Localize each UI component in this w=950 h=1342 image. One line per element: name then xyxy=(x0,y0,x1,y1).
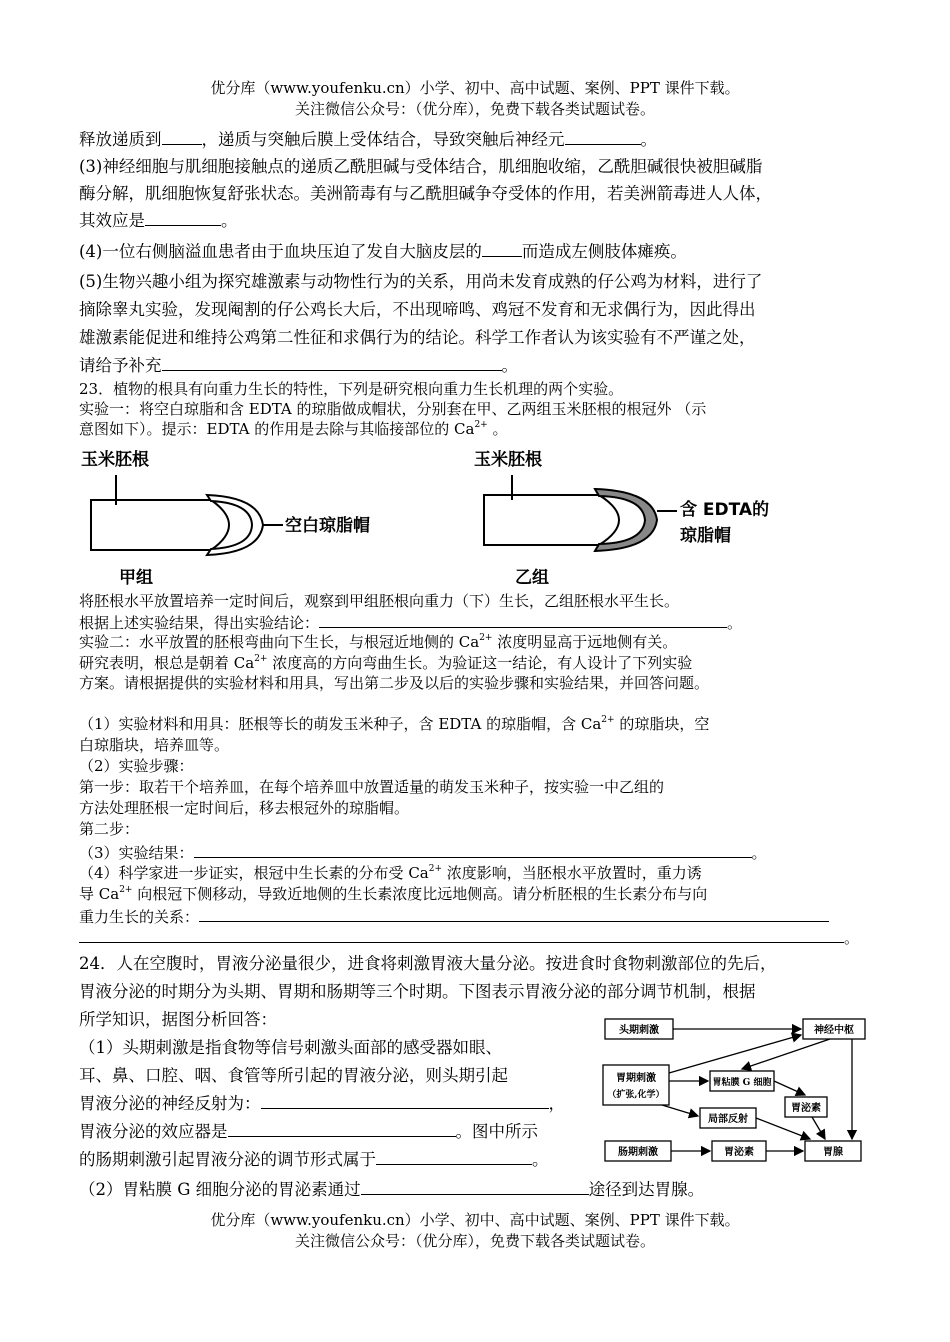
right-group-label: 乙组 xyxy=(515,568,549,588)
q23-part4-line1: （4）科学家进一步证实，根冠中生长素的分布受 $Ca^{2+}$ 浓度影响，当胚根水平放置时，重力诱 xyxy=(79,864,702,882)
q23-materials-line1: （1）实验材料和用具：胚根等长的萌发玉米种子，含 EDTA 的琼脂帽，含 $Ca^{2+}$ 的琼脂块，空 xyxy=(79,715,710,733)
answer-blank[interactable] xyxy=(194,842,752,858)
answer-blank[interactable] xyxy=(565,129,641,145)
answer-blank[interactable] xyxy=(361,1179,589,1195)
answer-blank[interactable] xyxy=(228,1121,456,1137)
q23-steps-heading: （2）实验步骤： xyxy=(79,757,194,775)
q24-line2: 胃液分泌的时期分为头期、胃期和肠期等三个时期。下图表示胃液分泌的部分调节机制，根据 xyxy=(79,982,756,1001)
q24-line3: 所学知识，据图分析回答： xyxy=(79,1010,277,1029)
intestinal-phase-label: 肠期刺激 xyxy=(618,1147,658,1158)
page-footer-line-1: 优分库（www.youfenku.cn）小学、初中、高中试题、案例、PPT 课件下载。 xyxy=(210,1211,740,1229)
q22-part4: (4)一位右侧脑溢血患者由于血块压迫了发自大脑皮层的 而造成左侧肢体瘫痪。 xyxy=(79,242,687,261)
q24-q1-line4: 胃液分泌的效应器是 。图中所示 xyxy=(79,1122,538,1141)
answer-blank[interactable] xyxy=(199,906,829,922)
right-cap-label-1: 含 EDTA的 xyxy=(680,500,770,520)
q24-q1-line3: 胃液分泌的神经反射为： ， xyxy=(79,1094,565,1113)
page-header-line-2: 关注微信公众号：（优分库），免费下载各类试题试卷。 xyxy=(294,100,655,118)
q23-result: （3）实验结果： 。 xyxy=(79,844,767,862)
answer-blank[interactable] xyxy=(482,241,522,257)
left-group-label: 甲组 xyxy=(119,568,153,588)
answer-blank[interactable] xyxy=(79,927,844,943)
q22-part5-line1: (5)生物兴趣小组为探究雄激素与动物性行为的关系，用尚未发育成熟的仔公鸡为材料，进行了 xyxy=(79,272,763,291)
left-cap-label: 空白琼脂帽 xyxy=(285,516,370,536)
nerve-center-label: 神经中枢 xyxy=(814,1025,854,1036)
local-reflex-label: 局部反射 xyxy=(708,1114,748,1125)
right-root-shape xyxy=(484,495,619,545)
q24-q1-line1: （1）头期刺激是指食物等信号刺激头面部的感受器如眼、 xyxy=(79,1038,502,1057)
q23-step1-line1: 第一步：取若干个培养皿，在每个培养皿中放置适量的萌发玉米种子，按实验一中乙组的 xyxy=(79,778,665,796)
left-root-shape xyxy=(91,500,229,550)
g-cell-label: 胃粘膜 G 细胞 xyxy=(712,1078,772,1088)
q24-q1-line5: 的肠期刺激引起胃液分泌的调节形式属于 。 xyxy=(79,1150,549,1169)
answer-blank[interactable] xyxy=(162,129,202,145)
q23-conclusion: 根据上述实验结果，得出实验结论： 。 xyxy=(79,614,743,632)
page-footer-line-2: 关注微信公众号：（优分库），免费下载各类试题试卷。 xyxy=(294,1232,655,1250)
q22-part3-line2: 酶分解，肌细胞恢复舒张状态。美洲箭毒有与乙酰胆碱争夺受体的作用，若美洲箭毒进人人体， xyxy=(79,184,772,203)
q22-continued-line: 释放递质到 ，递质与突触后膜上受体结合，导致突触后神经元 。 xyxy=(79,130,657,149)
q23-step1-line2: 方法处理胚根一定时间后，移去根冠外的琼脂帽。 xyxy=(79,799,410,817)
q23-title: 23．植物的根具有向重力生长的特性，下列是研究根向重力生长机理的两个实验。 xyxy=(79,380,624,398)
q24-q1-line2: 耳、鼻、口腔、咽、食管等所引起的胃液分泌，则头期引起 xyxy=(79,1066,508,1085)
q23-part4-line3: 重力生长的关系： xyxy=(79,906,889,927)
q23-exp1-line2: 意图如下）。提示：EDTA 的作用是去除与其临接部位的 $Ca^{2+}$ 。 xyxy=(79,420,508,438)
q22-part5-line4: 请给予补充 。 xyxy=(79,356,518,375)
q24-q2: （2）胃粘膜 G 细胞分泌的胃泌素通过 途径到达胃腺。 xyxy=(79,1180,705,1199)
q23-materials-line2: 白琼脂块，培养皿等。 xyxy=(79,736,230,754)
answer-blank[interactable] xyxy=(319,612,727,628)
q23-exp2: 实验二：水平放置的胚根弯曲向下生长，与根冠近地侧的 $Ca^{2+}$ 浓度明显高于远地侧有关。 xyxy=(79,633,678,651)
answer-blank[interactable] xyxy=(145,210,221,226)
page-header-line-1: 优分库（www.youfenku.cn）小学、初中、高中试题、案例、PPT 课件下载。 xyxy=(210,79,740,97)
q22-part3-line1: (3)神经细胞与肌细胞接触点的递质乙酰胆碱与受体结合，肌细胞收缩，乙酰胆碱很快被胆碱脂 xyxy=(79,157,763,176)
left-root-label: 玉米胚根 xyxy=(81,450,149,470)
q22-part3-line3: 其效应是 。 xyxy=(79,211,238,230)
answer-blank[interactable] xyxy=(261,1093,549,1109)
experiment-figure xyxy=(79,445,839,590)
gastrin-label-2: 胃泌素 xyxy=(724,1147,754,1158)
q24-line1: 24．人在空腹时，胃液分泌量很少，进食将刺激胃液大量分泌。按进食时食物刺激部位的先后， xyxy=(79,954,777,973)
q23-part4-line4: 。 xyxy=(79,927,889,948)
q23-exp1-line1: 实验一：将空白琼脂和含 EDTA 的琼脂做成帽状，分别套在甲、乙两组玉米胚根的根冠外 （示 xyxy=(79,400,707,418)
right-cap-label-2: 琼脂帽 xyxy=(680,526,731,546)
answer-blank[interactable] xyxy=(376,1149,532,1165)
gastric-gland-label: 胃腺 xyxy=(823,1147,843,1158)
answer-blank[interactable] xyxy=(162,355,502,371)
gastrin-label-1: 胃泌素 xyxy=(791,1103,821,1114)
q23-observation: 将胚根水平放置培养一定时间后，观察到甲组胚根向重力（下）生长，乙组胚根水平生长。 xyxy=(79,592,680,610)
q23-research-line2: 方案。请根据提供的实验材料和用具，写出第二步及以后的实验步骤和实验结果，并回答问题。 xyxy=(79,674,710,692)
head-phase-label: 头期刺激 xyxy=(619,1025,659,1036)
q23-part4-line2: 导 $Ca^{2+}$ 向根冠下侧移动，导致近地侧的生长素浓度比远地侧高。请分析胚根的生长素分布与向 xyxy=(79,885,708,903)
gastric-regulation-diagram xyxy=(600,1015,870,1165)
q22-part5-line3: 雄激素能促进和维持公鸡第二性征和求偶行为的结论。科学工作者认为该实验有不严谨之处， xyxy=(79,328,756,347)
gastric-phase-label: 胃期刺激 xyxy=(616,1073,656,1084)
right-root-label: 玉米胚根 xyxy=(474,450,542,470)
q22-part5-line2: 摘除睾丸实验，发现阉割的仔公鸡长大后，不出现啼鸣、鸡冠不发育和无求偶行为，因此得出 xyxy=(79,300,756,319)
q23-step2: 第二步： xyxy=(79,820,140,838)
q23-research-line1: 研究表明，根总是朝着 $Ca^{2+}$ 浓度高的方向弯曲生长。为验证这一结论，有人设计了下列实验 xyxy=(79,654,693,672)
gastric-phase-sublabel: （扩张,化学） xyxy=(607,1090,665,1100)
